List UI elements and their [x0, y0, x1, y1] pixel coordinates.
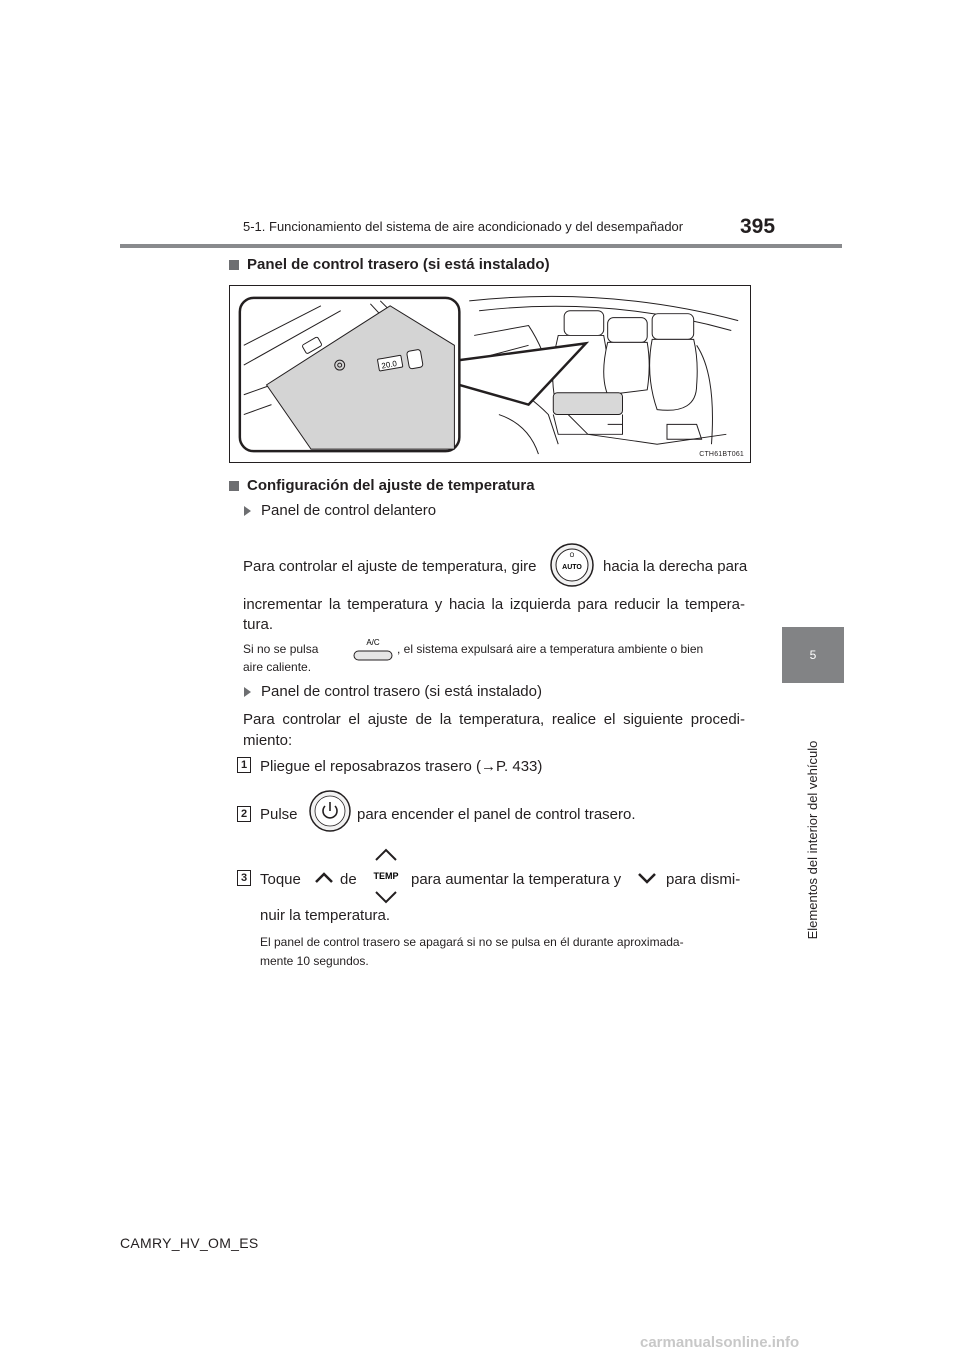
auto-knob-top-label: O	[569, 553, 575, 559]
front-text-line3: tura.	[243, 616, 274, 633]
note2-line1: El panel de control trasero se apagará si no se pulsa en él durante aproximada-	[260, 935, 684, 949]
footer-code: CAMRY_HV_OM_ES	[120, 1235, 259, 1251]
triangle-bullet-icon	[244, 687, 251, 697]
note2-line2: mente 10 segundos.	[260, 954, 369, 968]
step-3-a: Toque	[260, 871, 301, 888]
rear-text-line1: Para controlar el ajuste de la temperatura, realice el siguiente procedi-	[243, 711, 745, 728]
chapter-title-vertical	[782, 690, 844, 990]
triangle-bullet-icon	[244, 506, 251, 516]
temp-heading: Configuración del ajuste de temperatura	[229, 477, 535, 494]
figure-code: CTH61BT061	[699, 451, 744, 458]
ac-button-icon	[352, 636, 394, 664]
watermark: carmanualsonline.info	[640, 1334, 800, 1351]
note1-pre: Si no se pulsa	[243, 642, 319, 656]
bullet-square-icon	[229, 260, 239, 270]
rear-panel-heading: Panel de control trasero (si está instalado)	[229, 256, 550, 273]
chapter-tab[interactable]	[782, 627, 844, 683]
page-number: 395	[740, 215, 776, 238]
front-text-line2: incrementar la temperatura y hacia la izquierda para reducir la tempera-	[243, 596, 745, 613]
rear-panel-item: Panel de control trasero (si está instalado)	[244, 683, 542, 700]
note1-post: , el sistema expulsará aire a temperatura ambiente o bien	[397, 642, 704, 656]
power-button-icon	[308, 789, 352, 833]
figure-display-value: 20.0	[380, 358, 398, 371]
chapter-title: Elementos del interior del vehículo	[805, 740, 820, 940]
step-1-text: Pliegue el reposabrazos trasero (→P. 433)	[260, 758, 543, 775]
step-3-line2: nuir la temperatura.	[260, 907, 391, 924]
front-text-line1-pre: Para controlar el ajuste de temperatura, gire	[243, 558, 537, 575]
step-3-c: para aumentar la temperatura y	[411, 871, 622, 888]
note1-line2: aire caliente.	[243, 660, 312, 674]
rear-text-line2: miento:	[243, 732, 293, 749]
chevron-down-icon	[636, 871, 658, 885]
chevron-up-icon	[313, 871, 335, 885]
front-text-line1-post: hacia la derecha para	[603, 558, 748, 575]
step-3-d: para dismi-	[666, 871, 741, 888]
auto-knob-label: AUTO	[562, 564, 582, 571]
section-header: 5-1. Funcionamiento del sistema de aire acondicionado y del desempañador	[243, 219, 684, 234]
step-2-post: para encender el panel de control trasero.	[357, 806, 636, 823]
rear-panel-figure	[229, 285, 751, 463]
auto-knob-icon	[549, 542, 595, 588]
header-rule	[120, 244, 842, 248]
rear-seat-illustration	[230, 286, 750, 462]
chapter-number: 5	[809, 648, 817, 662]
bullet-square-icon	[229, 481, 239, 491]
temp-control-icon	[368, 844, 404, 908]
front-panel-item: Panel de control delantero	[244, 502, 436, 519]
step-2-pre: Pulse	[260, 806, 298, 823]
step-3-b: de	[340, 871, 357, 888]
step-2-number: 2	[237, 806, 251, 822]
step-1-number: 1	[237, 757, 251, 773]
step-3-number: 3	[237, 870, 251, 886]
ac-button-label: A/C	[366, 638, 380, 647]
temp-control-label: TEMP	[373, 871, 399, 881]
